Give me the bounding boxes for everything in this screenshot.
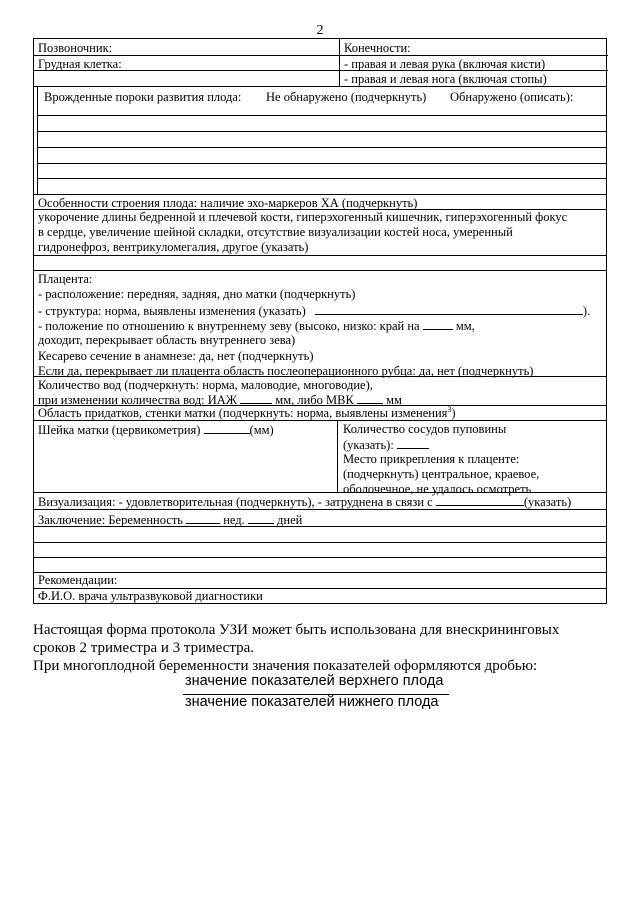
writing-line (37, 147, 607, 148)
chest-label: Грудная клетка: (38, 57, 122, 71)
spine-label: Позвоночник: (38, 41, 113, 55)
writing-line (37, 163, 607, 164)
row-divider (34, 70, 339, 71)
fraction-numerator (185, 673, 443, 689)
visualization-text: Визуализация: - удовлетворительная (подчеркнуть), - затруднена в связи с (38, 495, 433, 509)
writing-line (34, 542, 607, 543)
appendages-close: ) (451, 406, 456, 420)
row-divider (34, 55, 339, 56)
days-label: дней (277, 513, 303, 527)
afi-blank[interactable] (240, 392, 272, 404)
numerator-text: значение показателей верхнего плода (185, 673, 444, 689)
weeks-blank[interactable] (186, 512, 220, 524)
malformations-found: Обнаружено (описать): (450, 90, 574, 104)
row-divider (34, 194, 607, 195)
days-blank[interactable] (248, 512, 274, 524)
page-number: 2 (316, 23, 324, 38)
mvp-label: мм, либо МВК (275, 393, 354, 407)
row-divider (34, 492, 607, 493)
note-line-2: сроков 2 триместра и 3 триместра. (33, 640, 254, 656)
malformations-label: Врожденные пороки развития плода: (44, 90, 242, 104)
features-line-2: укорочение длины бедренной и плечевой кости, гиперэхогенный кишечник, гиперэхогенный фокус (38, 210, 568, 224)
cord-vessels-blank[interactable] (397, 437, 429, 449)
row-divider (34, 270, 607, 271)
placenta-position (38, 318, 475, 334)
placenta-title: Плацента: (38, 272, 93, 286)
appendages-text: Область придатков, стенки матки (подчеркнуть: норма, выявлены изменения (38, 406, 448, 420)
placenta-scar: Если да, перекрывает ли плацента область послеоперационного рубца: да, нет (подчеркнуть) (38, 364, 534, 378)
cord-line-2 (343, 437, 429, 453)
cord-divider (337, 420, 338, 492)
edge-distance-blank[interactable] (423, 318, 453, 330)
placenta-position-label: - положение по отношению к внутреннему зеву (высоко, низко: край на (38, 319, 420, 333)
placenta-location: - расположение: передняя, задняя, дно матки (подчеркнуть) (38, 287, 356, 301)
placenta-cesarean: Кесарево сечение в анамнезе: да, нет (подчеркнуть) (38, 349, 314, 363)
row-divider (339, 70, 608, 71)
cervix (38, 422, 274, 438)
row-divider (34, 420, 607, 421)
ultrasound-protocol-form (33, 38, 607, 604)
features-line-1: Особенности строения плода: наличие эхо-маркеров ХА (подчеркнуть) (38, 196, 418, 210)
writing-line (34, 557, 607, 558)
writing-line (37, 178, 607, 179)
placenta-structure-end: ). (582, 304, 591, 318)
cord-line-4: (подчеркнуть) центральное, краевое, (343, 467, 540, 481)
placenta-structure (38, 303, 590, 319)
cord-line-1: Количество сосудов пуповины (343, 422, 507, 436)
mvp-blank[interactable] (357, 392, 383, 404)
visualization (38, 494, 571, 510)
cervix-unit: (мм) (249, 423, 274, 437)
amniotic-line-1: Количество вод (подчеркнуть: норма, маловодие, многоводие), (38, 378, 373, 392)
row-divider (34, 509, 607, 510)
conclusion-label: Заключение: Беременность (38, 513, 183, 527)
placenta-position-cont: доходит, перекрывает область внутреннего зева) (38, 333, 296, 347)
writing-line (37, 131, 607, 132)
row-divider (34, 255, 607, 256)
appendages (38, 406, 456, 421)
note-form-usage (33, 621, 607, 657)
appendages-footnote: 3 (447, 404, 452, 414)
features-line-4: гидронефроз, вентрикуломегалия, другое (указать) (38, 240, 309, 254)
placenta-structure-label: - структура: норма, выявлены изменения (указать) (38, 304, 306, 318)
doctor-label: Ф.И.О. врача ультразвуковой диагностики (38, 589, 263, 603)
row-divider (34, 572, 607, 573)
cord-specify: (указать): (343, 438, 394, 452)
visualization-blank[interactable] (436, 494, 524, 506)
limbs-divider (339, 39, 340, 86)
limbs-arms: - правая и левая рука (включая кисти) (344, 57, 546, 71)
recommendations-label: Рекомендации: (38, 573, 118, 587)
note-line-1: Настоящая форма протокола УЗИ может быть использована для внескрининговых (33, 622, 560, 638)
cervix-blank[interactable] (204, 422, 250, 434)
placenta-position-unit: мм, (455, 319, 475, 333)
structure-blank[interactable] (315, 303, 583, 315)
row-divider (339, 55, 608, 56)
fraction-denominator (185, 694, 439, 710)
denominator-text: значение показателей нижнего плода (185, 694, 439, 710)
note-multiple-pregnancy: При многоплодной беременности значения показателей оформляются дробью: (33, 658, 538, 674)
row-divider (34, 376, 607, 377)
features-line-3: в сердце, увеличение шейной складки, отсутствие визуализации костей носа, умеренный (38, 225, 513, 239)
limbs-title: Конечности: (344, 41, 411, 55)
weeks-label: нед. (223, 513, 245, 527)
cervix-label: Шейка матки (цервикометрия) (38, 423, 201, 437)
row-divider (34, 86, 607, 87)
cord-line-5: оболочечное, не удалось осмотреть (343, 482, 532, 496)
afi-label: при изменении количества вод: ИАЖ (38, 393, 238, 407)
visualization-end: (указать) (523, 495, 572, 509)
writing-line (34, 526, 607, 527)
malformations-not-found: Не обнаружено (подчеркнуть) (266, 90, 427, 104)
mvp-unit: мм (386, 393, 402, 407)
writing-line (37, 115, 607, 116)
cord-line-3: Место прикрепления к плаценте: (343, 452, 520, 466)
limbs-legs: - правая и левая нога (включая стопы) (344, 72, 547, 86)
